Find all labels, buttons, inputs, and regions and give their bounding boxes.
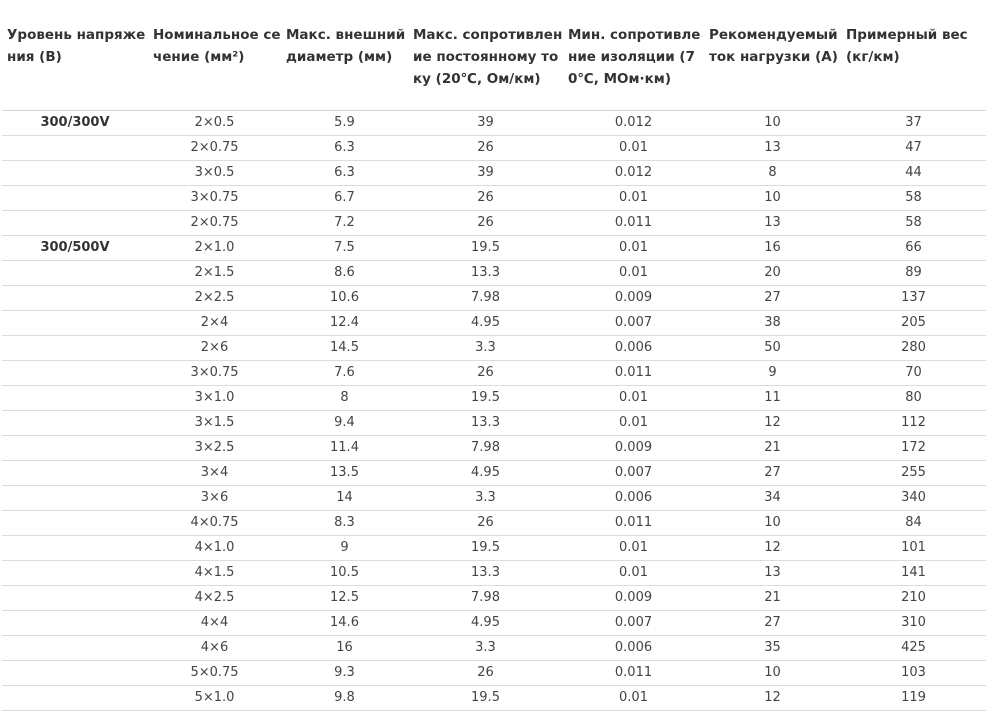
section-cell: 2×6 <box>148 335 281 360</box>
header-text: Уровень напряжения (В) <box>7 27 146 65</box>
header-min-insulation-resistance <box>563 0 704 110</box>
diameter-cell: 12.4 <box>281 310 408 335</box>
insulation-cell: 0.01 <box>563 410 704 435</box>
dc-resistance-cell: 26 <box>408 660 563 685</box>
dc-resistance-cell: 19.5 <box>408 685 563 710</box>
insulation-cell: 0.01 <box>563 535 704 560</box>
voltage-cell <box>2 410 148 435</box>
header-max-dc-resistance <box>408 0 563 110</box>
diameter-cell: 7.6 <box>281 360 408 385</box>
dc-resistance-cell: 7.98 <box>408 585 563 610</box>
voltage-cell <box>2 660 148 685</box>
section-cell: 2×1.5 <box>148 260 281 285</box>
insulation-cell: 0.009 <box>563 285 704 310</box>
voltage-cell <box>2 135 148 160</box>
insulation-cell: 0.007 <box>563 610 704 635</box>
diameter-cell: 13.5 <box>281 460 408 485</box>
table-row <box>2 135 986 160</box>
section-cell: 3×0.5 <box>148 160 281 185</box>
table-row <box>2 260 986 285</box>
table-row <box>2 660 986 685</box>
diameter-cell: 7.2 <box>281 210 408 235</box>
current-cell: 34 <box>704 485 841 510</box>
dc-resistance-cell: 26 <box>408 510 563 535</box>
section-cell: 4×0.75 <box>148 510 281 535</box>
voltage-cell <box>2 285 148 310</box>
insulation-cell: 0.011 <box>563 360 704 385</box>
dc-resistance-cell: 13.3 <box>408 260 563 285</box>
table-row <box>2 310 986 335</box>
weight-cell: 47 <box>841 135 986 160</box>
header-text: Рекомендуемый ток нагрузки (А) <box>709 27 838 65</box>
current-cell: 12 <box>704 685 841 710</box>
voltage-cell <box>2 485 148 510</box>
section-cell: 3×4 <box>148 460 281 485</box>
current-cell: 8 <box>704 160 841 185</box>
current-cell: 12 <box>704 535 841 560</box>
dc-resistance-cell: 26 <box>408 185 563 210</box>
voltage-cell <box>2 435 148 460</box>
voltage-cell <box>2 385 148 410</box>
table-row <box>2 335 986 360</box>
table-row <box>2 460 986 485</box>
table-row <box>2 610 986 635</box>
dc-resistance-cell: 3.3 <box>408 635 563 660</box>
dc-resistance-cell: 19.5 <box>408 235 563 260</box>
diameter-cell: 16 <box>281 635 408 660</box>
diameter-cell: 7.5 <box>281 235 408 260</box>
voltage-cell <box>2 510 148 535</box>
dc-resistance-cell: 4.95 <box>408 310 563 335</box>
insulation-cell: 0.01 <box>563 385 704 410</box>
diameter-cell: 6.3 <box>281 160 408 185</box>
voltage-cell <box>2 335 148 360</box>
insulation-cell: 0.009 <box>563 585 704 610</box>
header-text: Номинальное сечение (мм²) <box>153 27 281 65</box>
dc-resistance-cell: 3.3 <box>408 485 563 510</box>
voltage-cell <box>2 610 148 635</box>
table-row <box>2 160 986 185</box>
weight-cell: 119 <box>841 685 986 710</box>
dc-resistance-cell: 4.95 <box>408 460 563 485</box>
section-cell: 4×1.5 <box>148 560 281 585</box>
weight-cell: 210 <box>841 585 986 610</box>
voltage-cell <box>2 460 148 485</box>
insulation-cell: 0.01 <box>563 185 704 210</box>
section-cell: 5×1.0 <box>148 685 281 710</box>
table-row <box>2 360 986 385</box>
dc-resistance-cell: 39 <box>408 160 563 185</box>
diameter-cell: 9 <box>281 535 408 560</box>
current-cell: 13 <box>704 560 841 585</box>
current-cell: 13 <box>704 135 841 160</box>
diameter-cell: 12.5 <box>281 585 408 610</box>
insulation-cell: 0.012 <box>563 110 704 135</box>
section-cell: 4×6 <box>148 635 281 660</box>
insulation-cell: 0.011 <box>563 210 704 235</box>
section-cell: 2×0.75 <box>148 135 281 160</box>
diameter-cell: 10.5 <box>281 560 408 585</box>
current-cell: 50 <box>704 335 841 360</box>
insulation-cell: 0.009 <box>563 435 704 460</box>
voltage-cell <box>2 260 148 285</box>
dc-resistance-cell: 4.95 <box>408 610 563 635</box>
table-row <box>2 210 986 235</box>
table-row <box>2 485 986 510</box>
header-nominal-section <box>148 0 281 110</box>
header-text: Макс. внешний диаметр (мм) <box>286 27 406 65</box>
current-cell: 27 <box>704 460 841 485</box>
insulation-cell: 0.006 <box>563 335 704 360</box>
weight-cell: 310 <box>841 610 986 635</box>
insulation-cell: 0.007 <box>563 310 704 335</box>
dc-resistance-cell: 7.98 <box>408 435 563 460</box>
current-cell: 16 <box>704 235 841 260</box>
current-cell: 12 <box>704 410 841 435</box>
current-cell: 21 <box>704 435 841 460</box>
voltage-cell <box>2 185 148 210</box>
current-cell: 38 <box>704 310 841 335</box>
dc-resistance-cell: 26 <box>408 210 563 235</box>
diameter-cell: 10.6 <box>281 285 408 310</box>
insulation-cell: 0.01 <box>563 135 704 160</box>
weight-cell: 80 <box>841 385 986 410</box>
weight-cell: 205 <box>841 310 986 335</box>
dc-resistance-cell: 39 <box>408 110 563 135</box>
diameter-cell: 14 <box>281 485 408 510</box>
diameter-cell: 9.4 <box>281 410 408 435</box>
section-cell: 2×2.5 <box>148 285 281 310</box>
header-text: Макс. сопротивление постоянному току (20℃, Ом/км) <box>413 27 563 87</box>
section-cell: 2×0.75 <box>148 210 281 235</box>
dc-resistance-cell: 26 <box>408 360 563 385</box>
current-cell: 20 <box>704 260 841 285</box>
diameter-cell: 8.3 <box>281 510 408 535</box>
insulation-cell: 0.006 <box>563 485 704 510</box>
insulation-cell: 0.012 <box>563 160 704 185</box>
current-cell: 27 <box>704 285 841 310</box>
table-row <box>2 685 986 710</box>
current-cell: 21 <box>704 585 841 610</box>
diameter-cell: 9.3 <box>281 660 408 685</box>
dc-resistance-cell: 3.3 <box>408 335 563 360</box>
weight-cell: 141 <box>841 560 986 585</box>
weight-cell: 66 <box>841 235 986 260</box>
diameter-cell: 6.7 <box>281 185 408 210</box>
weight-cell: 37 <box>841 110 986 135</box>
weight-cell: 58 <box>841 185 986 210</box>
voltage-cell: 300/300V <box>2 110 148 135</box>
insulation-cell: 0.011 <box>563 510 704 535</box>
table-row <box>2 285 986 310</box>
diameter-cell: 8.6 <box>281 260 408 285</box>
diameter-cell: 14.5 <box>281 335 408 360</box>
section-cell: 4×4 <box>148 610 281 635</box>
diameter-cell: 6.3 <box>281 135 408 160</box>
voltage-cell <box>2 210 148 235</box>
current-cell: 10 <box>704 510 841 535</box>
insulation-cell: 0.011 <box>563 660 704 685</box>
header-text: Примерный вес (кг/км) <box>846 27 968 65</box>
dc-resistance-cell: 26 <box>408 135 563 160</box>
table-row <box>2 185 986 210</box>
dc-resistance-cell: 13.3 <box>408 560 563 585</box>
weight-cell: 112 <box>841 410 986 435</box>
table-row <box>2 535 986 560</box>
voltage-cell <box>2 535 148 560</box>
dc-resistance-cell: 19.5 <box>408 385 563 410</box>
weight-cell: 58 <box>841 210 986 235</box>
voltage-cell <box>2 585 148 610</box>
weight-cell: 101 <box>841 535 986 560</box>
weight-cell: 425 <box>841 635 986 660</box>
weight-cell: 89 <box>841 260 986 285</box>
weight-cell: 340 <box>841 485 986 510</box>
header-row <box>2 0 986 110</box>
table-row <box>2 510 986 535</box>
voltage-cell <box>2 360 148 385</box>
header-max-outer-diameter <box>281 0 408 110</box>
current-cell: 27 <box>704 610 841 635</box>
dc-resistance-cell: 19.5 <box>408 535 563 560</box>
voltage-cell: 300/500V <box>2 235 148 260</box>
header-text: Мин. сопротивление изоляции (70℃, МОм·км) <box>568 27 701 87</box>
section-cell: 3×0.75 <box>148 185 281 210</box>
current-cell: 35 <box>704 635 841 660</box>
header-approx-weight <box>841 0 986 110</box>
diameter-cell: 8 <box>281 385 408 410</box>
voltage-cell <box>2 635 148 660</box>
section-cell: 3×2.5 <box>148 435 281 460</box>
insulation-cell: 0.01 <box>563 235 704 260</box>
insulation-cell: 0.006 <box>563 635 704 660</box>
insulation-cell: 0.01 <box>563 560 704 585</box>
weight-cell: 255 <box>841 460 986 485</box>
section-cell: 4×2.5 <box>148 585 281 610</box>
weight-cell: 70 <box>841 360 986 385</box>
section-cell: 3×1.5 <box>148 410 281 435</box>
current-cell: 11 <box>704 385 841 410</box>
weight-cell: 280 <box>841 335 986 360</box>
header-voltage-level <box>2 0 148 110</box>
insulation-cell: 0.01 <box>563 685 704 710</box>
diameter-cell: 11.4 <box>281 435 408 460</box>
current-cell: 9 <box>704 360 841 385</box>
table-body <box>2 110 986 710</box>
weight-cell: 137 <box>841 285 986 310</box>
weight-cell: 172 <box>841 435 986 460</box>
voltage-cell <box>2 310 148 335</box>
table-row <box>2 635 986 660</box>
voltage-cell <box>2 160 148 185</box>
section-cell: 2×1.0 <box>148 235 281 260</box>
section-cell: 5×0.75 <box>148 660 281 685</box>
header-recommended-load-current <box>704 0 841 110</box>
insulation-cell: 0.01 <box>563 260 704 285</box>
cable-spec-table <box>2 0 986 711</box>
voltage-cell <box>2 560 148 585</box>
current-cell: 10 <box>704 110 841 135</box>
section-cell: 2×0.5 <box>148 110 281 135</box>
section-cell: 4×1.0 <box>148 535 281 560</box>
dc-resistance-cell: 7.98 <box>408 285 563 310</box>
diameter-cell: 9.8 <box>281 685 408 710</box>
weight-cell: 84 <box>841 510 986 535</box>
section-cell: 3×1.0 <box>148 385 281 410</box>
table-row <box>2 435 986 460</box>
section-cell: 3×0.75 <box>148 360 281 385</box>
diameter-cell: 14.6 <box>281 610 408 635</box>
table-row <box>2 110 986 135</box>
section-cell: 2×4 <box>148 310 281 335</box>
current-cell: 13 <box>704 210 841 235</box>
table-row <box>2 560 986 585</box>
table-row <box>2 385 986 410</box>
table-header <box>2 0 986 110</box>
table-row <box>2 235 986 260</box>
weight-cell: 44 <box>841 160 986 185</box>
insulation-cell: 0.007 <box>563 460 704 485</box>
weight-cell: 103 <box>841 660 986 685</box>
table-row <box>2 410 986 435</box>
current-cell: 10 <box>704 185 841 210</box>
section-cell: 3×6 <box>148 485 281 510</box>
table-row <box>2 585 986 610</box>
current-cell: 10 <box>704 660 841 685</box>
diameter-cell: 5.9 <box>281 110 408 135</box>
dc-resistance-cell: 13.3 <box>408 410 563 435</box>
voltage-cell <box>2 685 148 710</box>
